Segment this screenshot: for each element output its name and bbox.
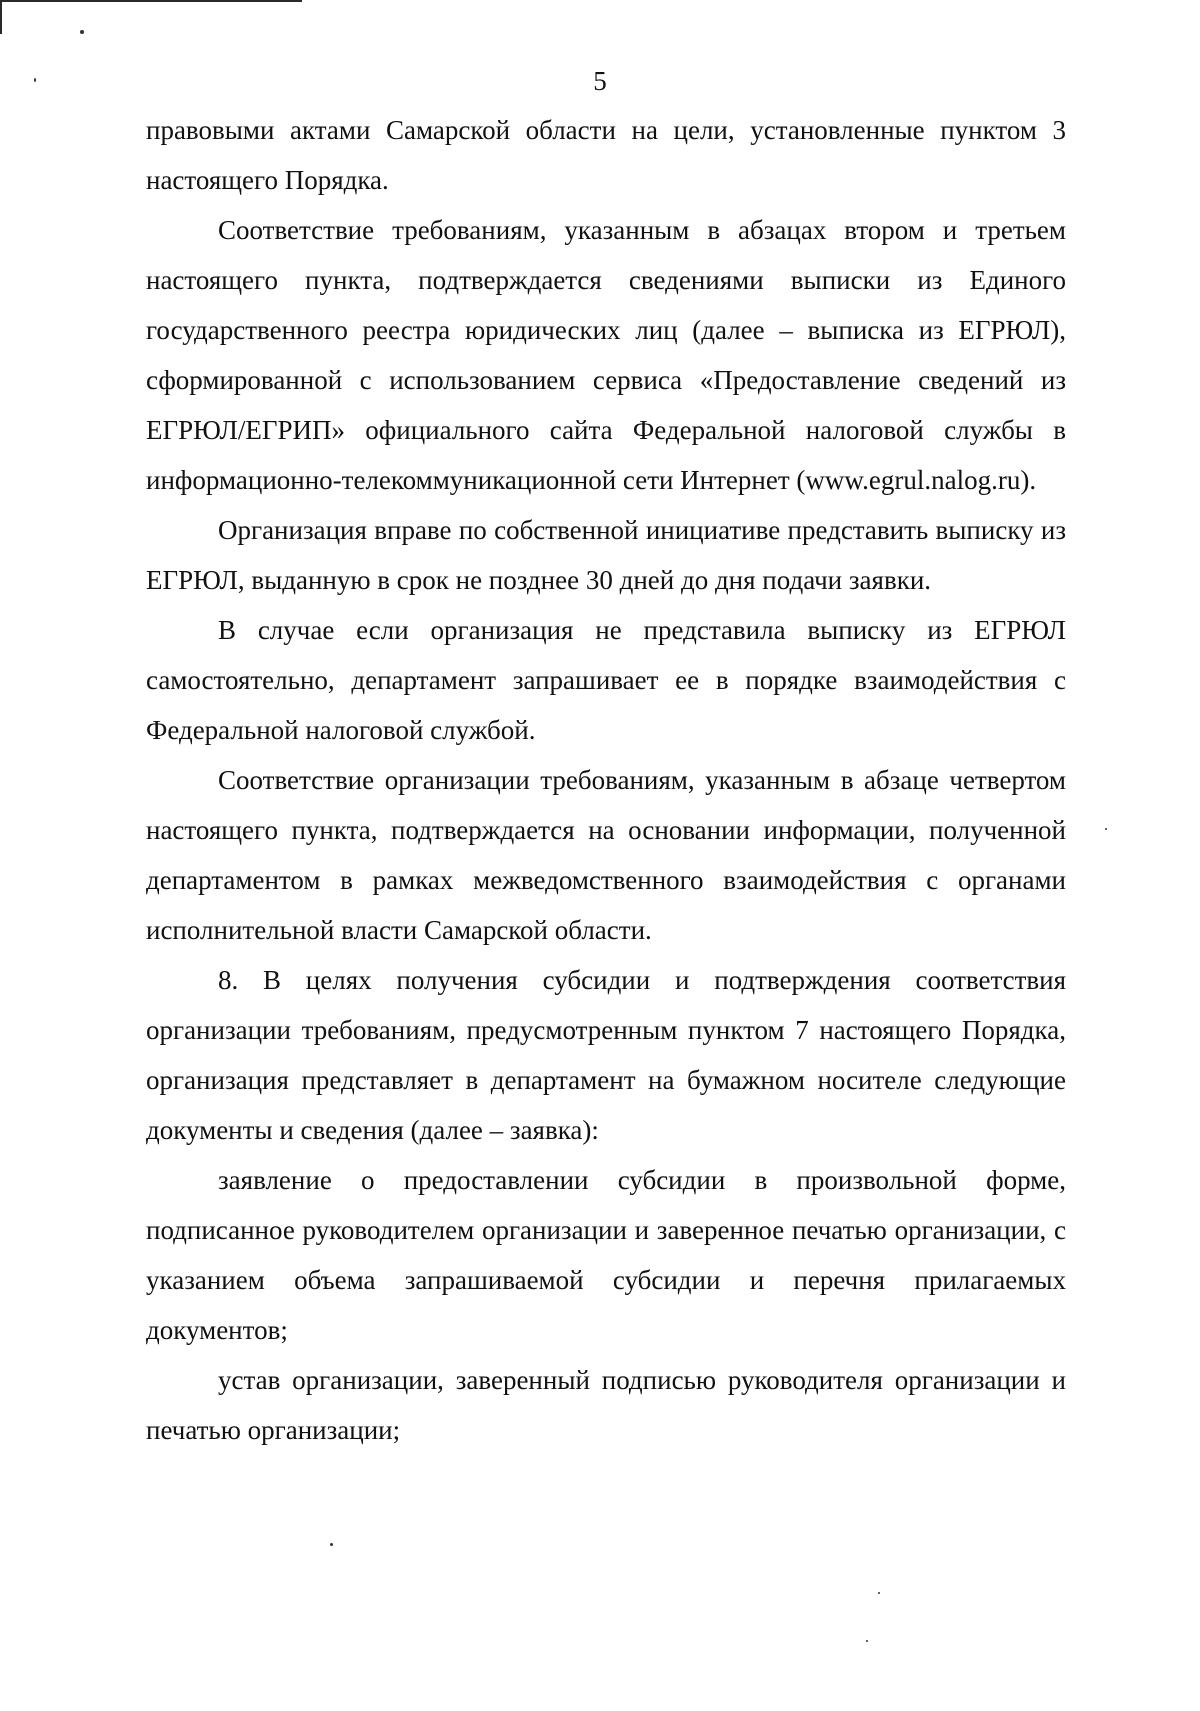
scan-edge-top [0, 0, 302, 2]
paragraph: Организация вправе по собственной инициативе представить выписку из ЕГРЮЛ, выданную в срок не позднее 30 дней до дня подачи заявки. [146, 515, 1066, 595]
paragraph-continuation: правовыми актами Самарской области на цели, установленные пунктом 3 настоящего Порядка. [146, 115, 1066, 195]
scan-speck [1105, 828, 1107, 830]
list-item: устав организации, заверенный подписью руководителя организации и печатью организации; [146, 1365, 1066, 1445]
scan-speck [866, 1640, 868, 1642]
paragraph: Соответствие требованиям, указанным в абзацах втором и третьем настоящего пункта, подтверждается сведениями выписки из Единого государственного реестра юридических лиц (далее – выписка из ЕГРЮЛ), сформированной с использованием сервиса «Предоставление сведений из ЕГРЮЛ/ЕГРИП» официального сайта Федеральной налоговой службы в информационно-телекоммуникационной сети Интернет (www.egrul.nalog.ru). [146, 215, 1066, 495]
paragraph-item-8: 8. В целях получения субсидии и подтверждения соответствия организации требованиям, предусмотренным пунктом 7 настоящего Порядка, организация представляет в департамент на бумажном носителе следующие документы и сведения (далее – заявка): [146, 965, 1066, 1145]
document-body [146, 105, 1066, 1455]
scan-speck [80, 30, 84, 34]
paragraph: Соответствие организации требованиям, указанным в абзаце четвертом настоящего пункта, подтверждается на основании информации, полученной департаментом в рамках межведомственного взаимодействия с органами исполнительной власти Самарской области. [146, 765, 1066, 945]
scan-speck [330, 1543, 333, 1546]
list-item: заявление о предоставлении субсидии в произвольной форме, подписанное руководителем организации и заверенное печатью организации, с указанием объема запрашиваемой субсидии и перечня прилагаемых документов; [146, 1165, 1066, 1345]
paragraph: В случае если организация не представила выписку из ЕГРЮЛ самостоятельно, департамент запрашивает ее в порядке взаимодействия с Федеральной налоговой службой. [146, 615, 1066, 745]
scan-speck [878, 1592, 880, 1594]
page-number: 5 [593, 66, 607, 96]
scan-edge-left [0, 0, 2, 34]
